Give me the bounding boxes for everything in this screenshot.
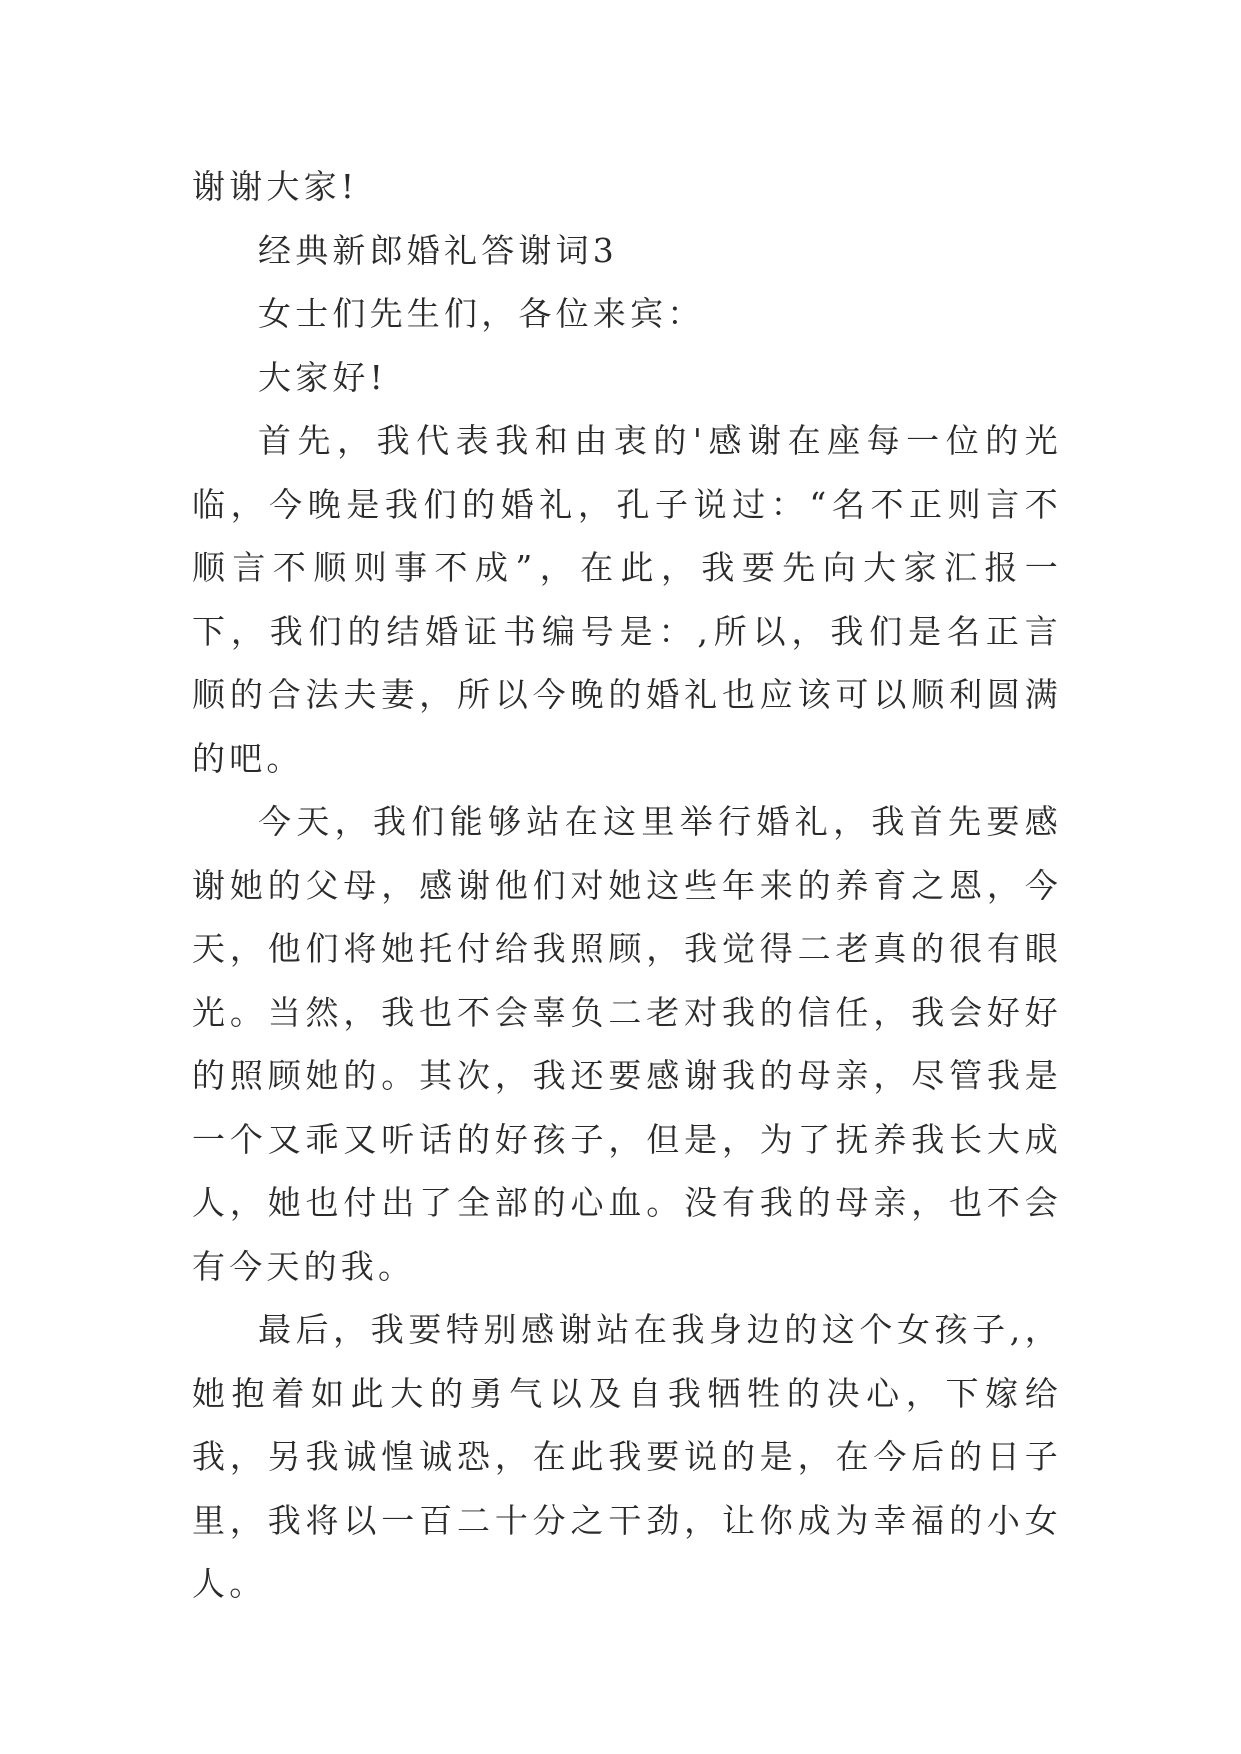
greeting: 大家好! — [258, 357, 388, 397]
closing-line: 谢谢大家! — [192, 167, 359, 206]
section-title: 经典新郎婚礼答谢词3 — [258, 230, 618, 270]
document-body — [192, 155, 1062, 1616]
paragraph-thanks-parents: 今天，我们能够站在这里举行婚礼，我首先要感谢她的父母，感谢他们对她这些年来的养育之恩，今天，他们将她托付给我照顾，我觉得二老真的很有眼光。当然，我也不会辜负二老对我的信任，我会好好的照顾她的。其次，我还要感谢我的母亲，尽管我是一个又乖又听话的好孩子，但是，为了抚养我长大成人，她也付出了全部的心血。没有我的母亲，也不会有今天的我。 — [192, 802, 1062, 1286]
paragraph-opening: 首先，我代表我和由衷的'感谢在座每一位的光临，今晚是我们的婚礼，孔子说过：“名不正则言不顺言不顺则事不成”，在此，我要先向大家汇报一下，我们的结婚证书编号是：,所以，我们是名正言顺的合法夫妻，所以今晚的婚礼也应该可以顺利圆满的吧。 — [192, 421, 1062, 778]
salutation: 女士们先生们，各位来宾： — [258, 294, 705, 333]
paragraph-thanks-bride: 最后，我要特别感谢站在我身边的这个女孩子,，她抱着如此大的勇气以及自我牺牲的决心，下嫁给我，另我诚惶诚恐，在此我要说的是，在今后的日子里，我将以一百二十分之干劲，让你成为幸福的小女人。 — [192, 1310, 1062, 1603]
